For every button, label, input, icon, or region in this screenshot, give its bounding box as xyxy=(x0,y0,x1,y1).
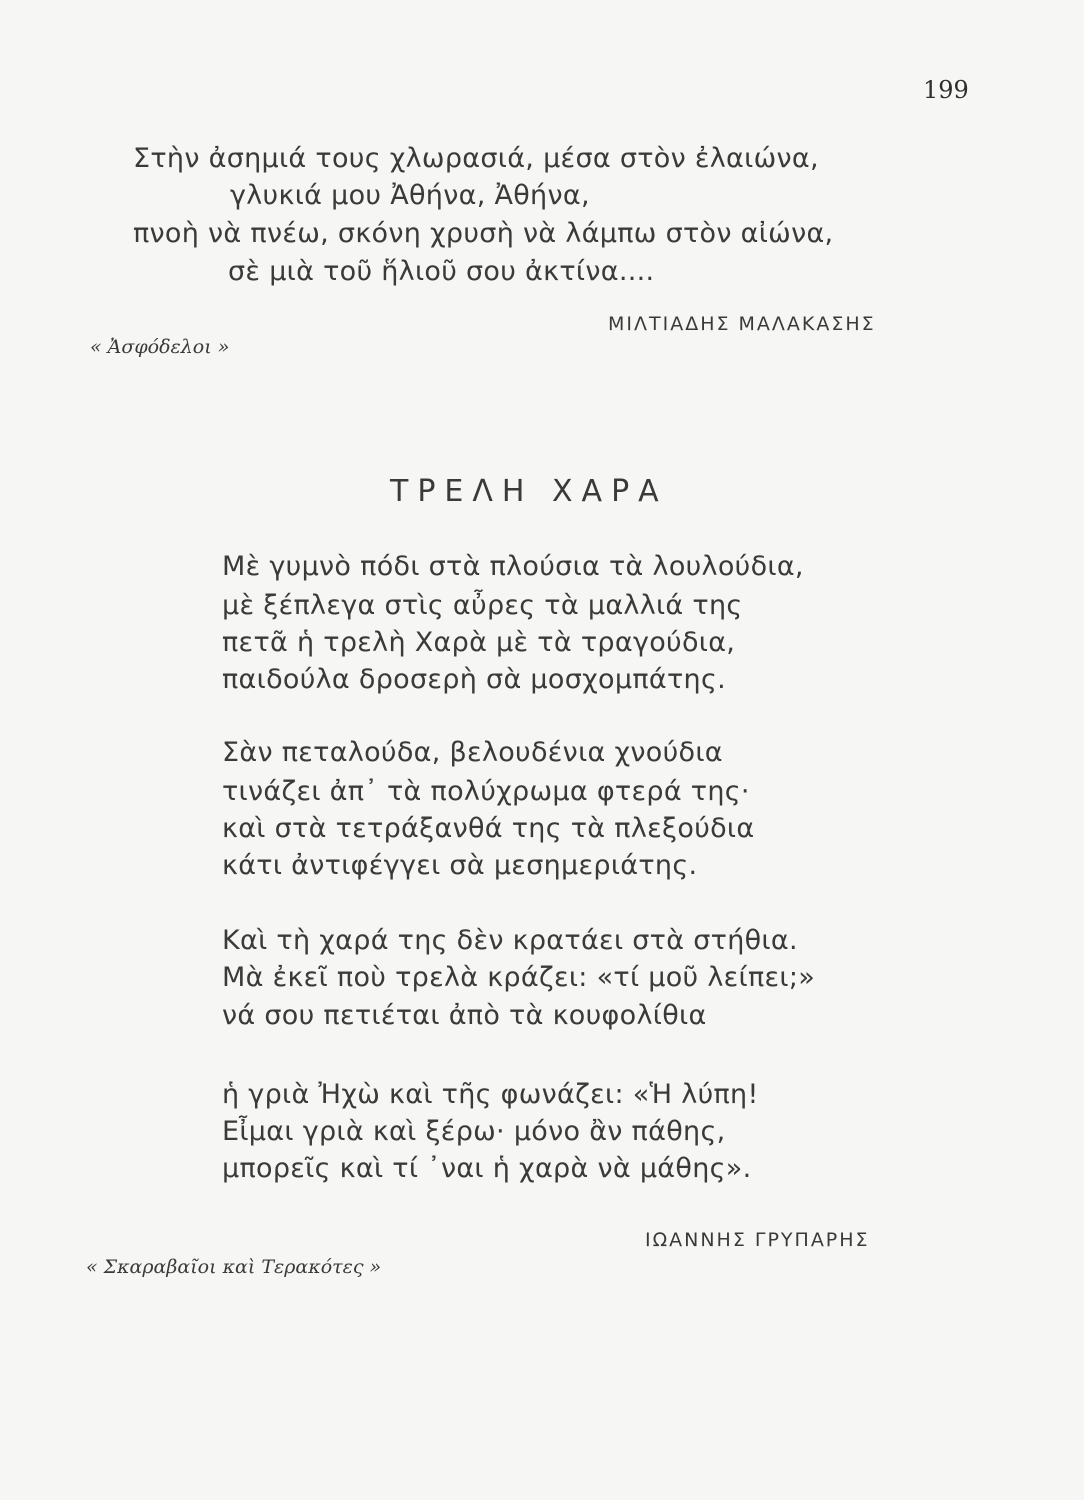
poem2-source: « Σκαραβαῖοι καὶ Τερακότες » xyxy=(86,1256,382,1278)
poem1-line-3: πνοὴ νὰ πνέω, σκόνη χρυσὴ νὰ λάμπω στὸν αἰώνα, xyxy=(133,218,834,249)
poem2-author: ΙΩΑΝΝΗΣ ΓΡΥΠΑΡΗΣ xyxy=(645,1229,870,1251)
poem1-line-4: σὲ μιὰ τοῦ ἥλιοῦ σου ἀκτίνα.... xyxy=(228,256,655,287)
stanza1-line-3: πετᾶ ἡ τρελὴ Χαρὰ μὲ τὰ τραγούδια, xyxy=(222,627,736,658)
stanza2-line-3: καὶ στὰ τετράξανθά της τὰ πλεξούδια xyxy=(222,813,755,844)
stanza3-line-2: Μὰ ἐκεῖ ποὺ τρελὰ κράζει: «τί μοῦ λείπει;» xyxy=(222,962,816,993)
stanza3-line-3: νά σου πετιέται ἀπὸ τὰ κουφολίθια xyxy=(222,1000,707,1031)
stanza2-line-1: Σὰν πεταλούδα, βελουδένια χνούδια xyxy=(222,737,723,768)
page-number: 199 xyxy=(923,76,969,104)
poem1-line-1: Στὴν ἀσημιά τους χλωρασιά, μέσα στὸν ἐλαιώνα, xyxy=(133,143,819,174)
stanza1-line-2: μὲ ξέπλεγα στὶς αὖρες τὰ μαλλιά της xyxy=(222,590,743,621)
stanza4-line-2: Εἶμαι γριὰ καὶ ξέρω· μόνο ἂν πάθης, xyxy=(222,1116,726,1147)
stanza3-line-1: Καὶ τὴ χαρά της δὲν κρατάει στὰ στήθια. xyxy=(222,925,798,956)
poem1-author: ΜΙΛΤΙΑΔΗΣ ΜΑΛΑΚΑΣΗΣ xyxy=(608,313,876,335)
stanza2-line-4: κάτι ἀντιφέγγει σὰ μεσημεριάτης. xyxy=(222,850,698,881)
stanza4-line-1: ἡ γριὰ Ἠχὼ καὶ τῆς φωνάζει: «Ἡ λύπη! xyxy=(222,1079,759,1110)
stanza4-line-3: μπορεῖς καὶ τί ᾽ναι ἡ χαρὰ νὰ μάθης». xyxy=(222,1153,752,1184)
poem-title: ΤΡΕΛΗ ΧΑΡΑ xyxy=(390,474,668,509)
stanza1-line-4: παιδούλα δροσερὴ σὰ μοσχομπάτης. xyxy=(222,664,726,695)
stanza2-line-2: τινάζει ἀπ᾽ τὰ πολύχρωμα φτερά της· xyxy=(222,776,750,807)
poem1-line-2: γλυκιά μου Ἀθήνα, Ἀθήνα, xyxy=(230,180,590,211)
poem1-source: « Ἀσφόδελοι » xyxy=(90,336,230,358)
stanza1-line-1: Μὲ γυμνὸ πόδι στὰ πλούσια τὰ λουλούδια, xyxy=(222,551,804,582)
